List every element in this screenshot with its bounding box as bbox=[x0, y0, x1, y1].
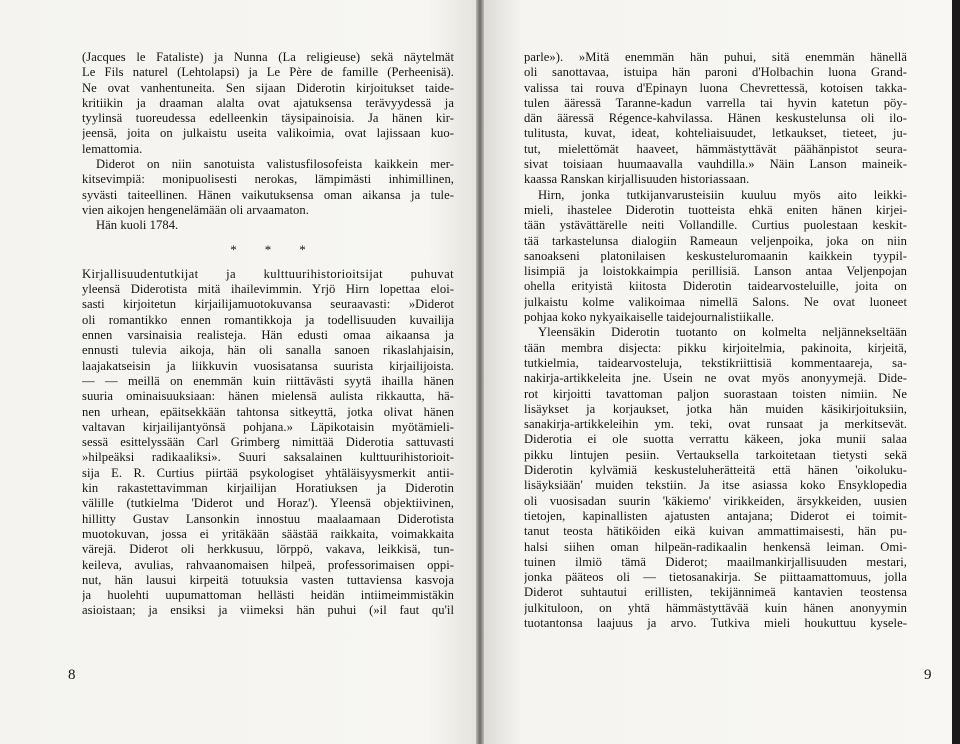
text-line: hillitty Gustav Lansonkin innostuu maalaamaan Diderotista bbox=[82, 511, 454, 526]
text-line: ja huolehti uupumattoman hellästi heidän intiimeimmistäkin bbox=[82, 588, 454, 603]
text-line: Diderotin kylvämiä keskusteluherätteitä että hänen 'oikoluku- bbox=[524, 463, 907, 478]
text-line: kritiikin ja draaman alalta ovat ajatuksensa terävyydessä ja bbox=[82, 95, 454, 110]
text-line: välille (tutkielma 'Diderot und Horaz'). Yleensä objektiivinen, bbox=[82, 496, 454, 511]
text-line: jeensä, joita on julkaistu useita valikoimia, ovat lajissaan kuo- bbox=[82, 126, 454, 141]
text-line: sanakirja-artikkeleihin ym. teki, ovat runsaat ja merkitsevät. bbox=[524, 417, 907, 432]
text-line: nut, hän lausui kirpeitä totuuksia vasten tuttaviensa kasvoja bbox=[82, 572, 454, 587]
section-separator bbox=[82, 234, 454, 267]
text-line: kin rakastettavimman kirjailijan Horatiuksen ja Diderotin bbox=[82, 481, 454, 496]
separator-star: * bbox=[230, 241, 237, 257]
text-line: tulitusta, kuvat, ideat, kohteliaisuudet, letkaukset, tieteet, ju- bbox=[524, 126, 907, 141]
separator-star: * bbox=[264, 241, 272, 257]
text-line: oli romantikko ennen romantikkoja ja todellisuuden kuvailija bbox=[82, 312, 454, 327]
text-line: lemattomia. bbox=[82, 141, 143, 156]
left-page bbox=[0, 0, 476, 744]
text-line: valissa tai rouva d'Epinayn luona Chevrettessä, kotoisen takka- bbox=[524, 80, 907, 95]
text-line: sanoakseni platonilaisen keskusteluromaanin kaikkein tyypil- bbox=[524, 248, 907, 263]
text-line: parle»). »Mitä enemmän hän puhui, sitä enemmän hänellä bbox=[524, 50, 907, 64]
text-line: asioistaan; ja ensiksi ja viimeksi hän puhui (»il faut qu'il bbox=[82, 603, 454, 618]
text-line: oli vuosisadan suurin 'käkiemo' virikkeiden, ärsykkeiden, uusien bbox=[524, 493, 907, 508]
page-number: 9 bbox=[924, 667, 932, 683]
text-line: syvästi taiteellinen. Hänen vaikutuksensa oman aikansa ja tule- bbox=[82, 187, 454, 202]
text-line: julkaistu kolme valikoimaa nimellä Salons. Ne ovat luoneet bbox=[524, 294, 907, 309]
text-line: tuinen ilmiö tämä Diderot; maailmankirjallisuuden mestari, bbox=[524, 554, 907, 569]
right-page bbox=[484, 0, 952, 744]
text-line: tutkielmia, taidearvosteluja, tekstikriittisiä kommentaareja, sa- bbox=[524, 355, 907, 370]
text-line: tulen ääressä Taranne-kadun varrella tai hyvin katetun pöy- bbox=[524, 95, 907, 110]
text-line: lisäykset ja korjaukset, jotka hän muiden käsikirjoituksiin, bbox=[524, 401, 907, 416]
text-line: Diderot suhtautui erillisten, tekijännimeä kantavien teostensa bbox=[524, 585, 907, 600]
text-line: kaassa Ranskan kirjallisuuden historiassaan. bbox=[524, 172, 750, 187]
text-line: tään ystävättärelle neiti Vollandille. Curtius puolestaan keskit- bbox=[524, 218, 907, 233]
text-line: ennen varsinaisia realisteja. Hän edusti omaa aikaansa ja bbox=[82, 328, 454, 343]
text-line: jonka pääteos oli — tietosanakirja. Se piittaamattomuus, jolla bbox=[524, 570, 907, 585]
text-line: oli sanottavaa, istuipa hän paroni d'Holbachin luona Grand- bbox=[524, 65, 907, 80]
text-line: tietojen, kapinallisten ajatusten antajana; Diderot ei toimit- bbox=[524, 508, 907, 523]
text-line: sivat toisiaan huumaavalla vauhdilla.» Näin Lanson maineik- bbox=[524, 157, 907, 172]
text-line: (Jacques le Fataliste) ja Nunna (La religieuse) sekä näytelmät bbox=[82, 50, 454, 64]
text-line: tuotantonsa laajuus ja arvo. Tutkiva mieli houkuttuu kysele- bbox=[524, 615, 907, 630]
text-line: tään membra disjecta: pikku kirjoitelmia, pakinoita, kirjeitä, bbox=[524, 340, 907, 355]
text-line: muotokuvan, jossa ei yritäkään säästää raikkaita, voimakkaita bbox=[82, 526, 454, 541]
text-line: tyylinsä tuoreudessa edelleenkin täysipainoisia. Ja hänen kir- bbox=[82, 111, 454, 126]
text-line: kitsevimpiä: monipuolisesti nerokas, lämpimästi inhimillinen, bbox=[82, 172, 454, 187]
left-page-text bbox=[82, 50, 454, 619]
text-line: »hilpeäksi radikaaliksi». Suuri saksalainen kulttuurihistorioit- bbox=[82, 450, 454, 465]
text-line: nen urhean, epäitsekkään tahtonsa sitkeyttä, jotka olivat hänen bbox=[82, 404, 454, 419]
text-line: tää tarkastelunsa dialogiin Rameaun veljenpoika, joka on niin bbox=[524, 233, 907, 248]
text-line: vien aikojen hengenelämään oli arvaamaton. bbox=[82, 202, 309, 217]
text-line: mieli, ihastelee Diderotin tuotteista ehkä eniten hänen kirjei- bbox=[524, 202, 907, 217]
text-line: lisimpiä ja loistokkaimpia perillisiä. Lanson antaa Veljenpojan bbox=[524, 264, 907, 279]
book-gutter bbox=[476, 0, 484, 744]
text-line: tanut teosta hätiköiden eikä kuivan ammattimaisesti, hän pu- bbox=[524, 524, 907, 539]
text-line: sasti kirjoitetun kirjailijamuotokuvansa seuraavasti: »Diderot bbox=[82, 297, 454, 312]
text-line: — — meillä on enemmän kuin riittävästi syytä ihailla hänen bbox=[82, 373, 454, 388]
text-line: pohjaa koko nykyaikaiselle taidejournalistiikalle. bbox=[524, 310, 775, 325]
text-line: sija E. R. Curtius piirtää psykologiset yhtäläisyysmerkit antii- bbox=[82, 465, 454, 480]
text-line: ennusti tulevia aikoja, hän oli sanalla sanoen rikaslahjaisin, bbox=[82, 343, 454, 358]
text-line: Le Fils naturel (Lehtolapsi) ja Le Père de famille (Perheenisä). bbox=[82, 65, 454, 80]
text-line: valtavan kirjailijantyönsä pohjana.» Läpikotaisin myötämieli- bbox=[82, 419, 454, 434]
text-line: Hirn, jonka tutkijanvarusteisiin kuuluu myös aito leikki- bbox=[538, 187, 907, 202]
text-line: keileva, avulias, rahvaanomaisen hilpeä, professorimaisen oppi- bbox=[82, 557, 454, 572]
text-line: dän ääressä Régence-kahvilassa. Hänen keskustelunsa oli ilo- bbox=[524, 111, 907, 126]
text-line: Diderotia ei ole suotta verrattu käkeen, joka munii salaa bbox=[524, 432, 907, 447]
text-line: tut, mielettömät haaveet, hämmästyttävät päähänpistot seura- bbox=[524, 141, 907, 156]
text-line: halsi siihen oman hilpeän-radikaalin henkensä leiman. Omi- bbox=[524, 539, 907, 554]
text-line: nakirja-artikkeleita jne. Usein ne ovat myös anonyymejä. Dide- bbox=[524, 371, 907, 386]
text-line: suuria ominaisuuksiaan: hänen mielensä aulista rikkautta, hä- bbox=[82, 389, 454, 404]
page-number: 8 bbox=[68, 667, 76, 683]
text-line: yleensä Diderotista mitä ihailevimmin. Yrjö Hirn lopettaa eloi- bbox=[82, 282, 454, 297]
separator-star: * bbox=[299, 241, 306, 257]
text-line: pikku lintujen pesiin. Vertauksella tarkoitetaan tietysti sekä bbox=[524, 447, 907, 462]
text-line: ohella erityistä kiitosta Diderotin taidearvosteluille, joita on bbox=[524, 279, 907, 294]
text-line: laajakatseisin ja liikkuvin vuosisatansa suurista kirjailijoista. bbox=[82, 358, 454, 373]
text-line: Kirjallisuudentutkijat ja kulttuurihistorioitsijat puhuvat bbox=[82, 266, 454, 281]
text-line: Diderot on niin sanotuista valistusfilosofeista kaikkein mer- bbox=[96, 157, 454, 172]
text-line: Ne ovat vanhentuneita. Sen sijaan Diderotin kirjoitukset taide- bbox=[82, 80, 454, 95]
text-line: sessä esittelyssään Carl Grimberg nimittää Diderotia sattuvasti bbox=[82, 435, 454, 450]
text-line: julkituloon, on yhtä hämmästyttävää kuin hänen anonyymin bbox=[524, 600, 907, 615]
right-page-text bbox=[524, 50, 907, 631]
text-line: Yleensäkin Diderotin tuotanto on kolmelta neljännekseltään bbox=[538, 325, 907, 340]
text-line: lisäyksiään' muiden tekstiin. Ja itse asiassa koko Ensyklopedia bbox=[524, 478, 907, 493]
text-line: rot kirjoitti tavattoman paljon suorastaan toisten nimiin. Ne bbox=[524, 386, 907, 401]
text-line: värejä. Diderot oli herkkusuu, lörppö, vakava, leikkisä, tun- bbox=[82, 542, 454, 557]
text-line: Hän kuoli 1784. bbox=[96, 218, 179, 233]
